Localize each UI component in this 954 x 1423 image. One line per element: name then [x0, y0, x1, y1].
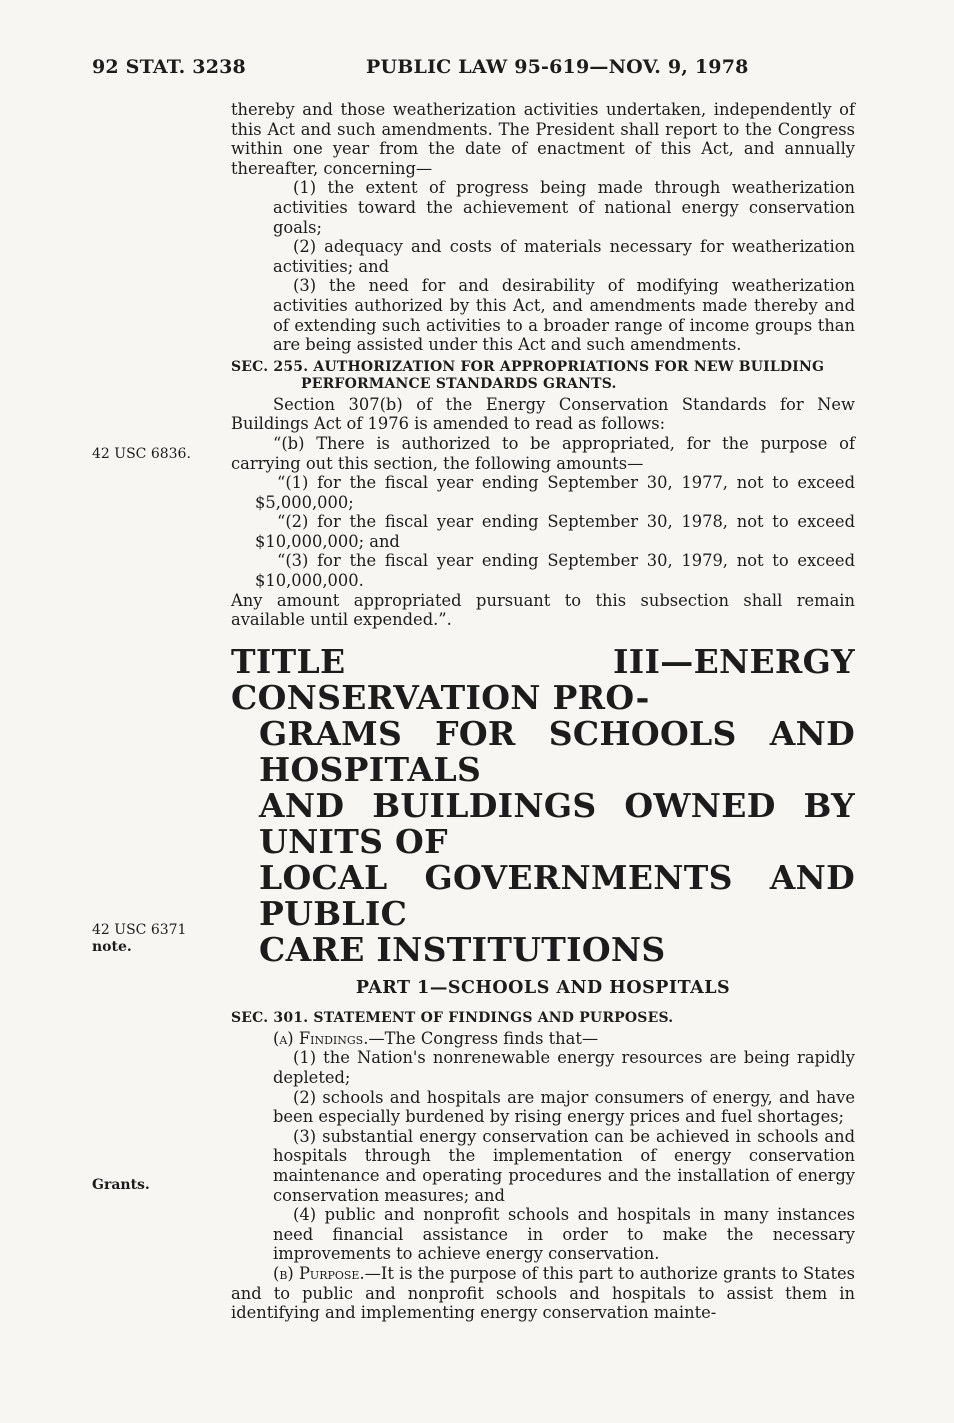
page-header — [92, 56, 864, 84]
list-item: (1) the Nation's nonrenewable energy resources are being rapidly depleted; — [273, 1048, 855, 1088]
title-iii-heading — [231, 641, 855, 969]
title-line: CARE INSTITUTIONS — [259, 929, 666, 969]
section-301-heading: SEC. 301. STATEMENT OF FINDINGS AND PURPOSES. — [231, 1009, 674, 1026]
quote-intro: “(b) There is authorized to be appropriated, for the purpose of carrying out this section, the following amounts— — [231, 433, 855, 473]
margin-note-grants: Grants. — [92, 1177, 150, 1193]
margin-note-usc-6836: 42 USC 6836. — [92, 446, 191, 462]
list-item: (2) adequacy and costs of materials necessary for weatherization activities; and — [273, 237, 855, 276]
findings-paragraph — [231, 1029, 855, 1049]
findings-text: —The Congress finds that— — [368, 1028, 599, 1048]
title-line: GRAMS FOR SCHOOLS AND HOSPITALS — [259, 713, 855, 789]
part-1-heading: PART 1—SCHOOLS AND HOSPITALS — [355, 977, 731, 998]
statute-page-number: 92 STAT. 3238 — [92, 56, 246, 78]
list-item: (4) public and nonprofit schools and hospitals in many instances need financial assistance in order to make the necessary improvements to achieve energy conservation. — [273, 1205, 855, 1264]
margin-note-usc-6371-note: note. — [92, 939, 132, 955]
title-line: AND BUILDINGS OWNED BY UNITS OF — [259, 785, 855, 861]
list-item: (1) the extent of progress being made through weatherization activities toward the achievement of national energy conservation goals; — [273, 178, 855, 237]
list-item: (2) schools and hospitals are major consumers of energy, and have been especially burdened by rising energy prices and fuel shortages; — [273, 1087, 855, 1127]
section-255-heading-line2: PERFORMANCE STANDARDS GRANTS. — [301, 375, 617, 392]
purpose-text: —It is the purpose of this part to authorize grants to States and to public and nonprofit schools and hospitals to assist them in identifying and implementing energy conservation mainte- — [231, 1263, 855, 1323]
findings-label: (a) Findings. — [273, 1028, 369, 1048]
quote-item: “(2) for the fiscal year ending September 30, 1978, not to exceed $10,000,000; and — [255, 512, 855, 551]
title-line: LOCAL GOVERNMENTS AND PUBLIC — [259, 857, 855, 933]
margin-note-usc-6371 — [92, 922, 186, 956]
title-line: TITLE III—ENERGY CONSERVATION PRO- — [231, 641, 855, 717]
purpose-label: (b) Purpose. — [273, 1263, 365, 1283]
list-item: (3) the need for and desirability of modifying weatherization activities authorized by this Act, and amendments made thereby and of extending such activities to a broader range of income groups than are being assisted under this Act and such amendments. — [273, 276, 855, 355]
section-255-heading — [231, 359, 855, 393]
intro-paragraph: thereby and those weatherization activities undertaken, independently of this Act and such amendments. The President shall report to the Congress within one year from the date of enactment of this Act, and annually thereafter, concerning— — [231, 100, 855, 178]
section-255-heading-line1: SEC. 255. AUTHORIZATION FOR APPROPRIATIONS FOR NEW BUILDING — [231, 358, 825, 375]
margin-note-usc-6371-cite: 42 USC 6371 — [92, 922, 187, 938]
body-text — [231, 100, 855, 1323]
closing-paragraph: Any amount appropriated pursuant to this subsection shall remain available until expended.”. — [231, 590, 855, 630]
purpose-paragraph — [231, 1264, 855, 1323]
quote-item: “(1) for the fiscal year ending September 30, 1977, not to exceed $5,000,000; — [255, 473, 855, 512]
section-255-paragraph: Section 307(b) of the Energy Conservation Standards for New Buildings Act of 1976 is amended to read as follows: — [231, 394, 855, 434]
quote-item: “(3) for the fiscal year ending September 30, 1979, not to exceed $10,000,000. — [255, 551, 855, 591]
running-head: PUBLIC LAW 95-619—NOV. 9, 1978 — [366, 56, 749, 78]
list-item: (3) substantial energy conservation can be achieved in schools and hospitals through the implementation of energy conservation maintenance and operating procedures and the installation of energy conservation measures; and — [273, 1126, 855, 1205]
